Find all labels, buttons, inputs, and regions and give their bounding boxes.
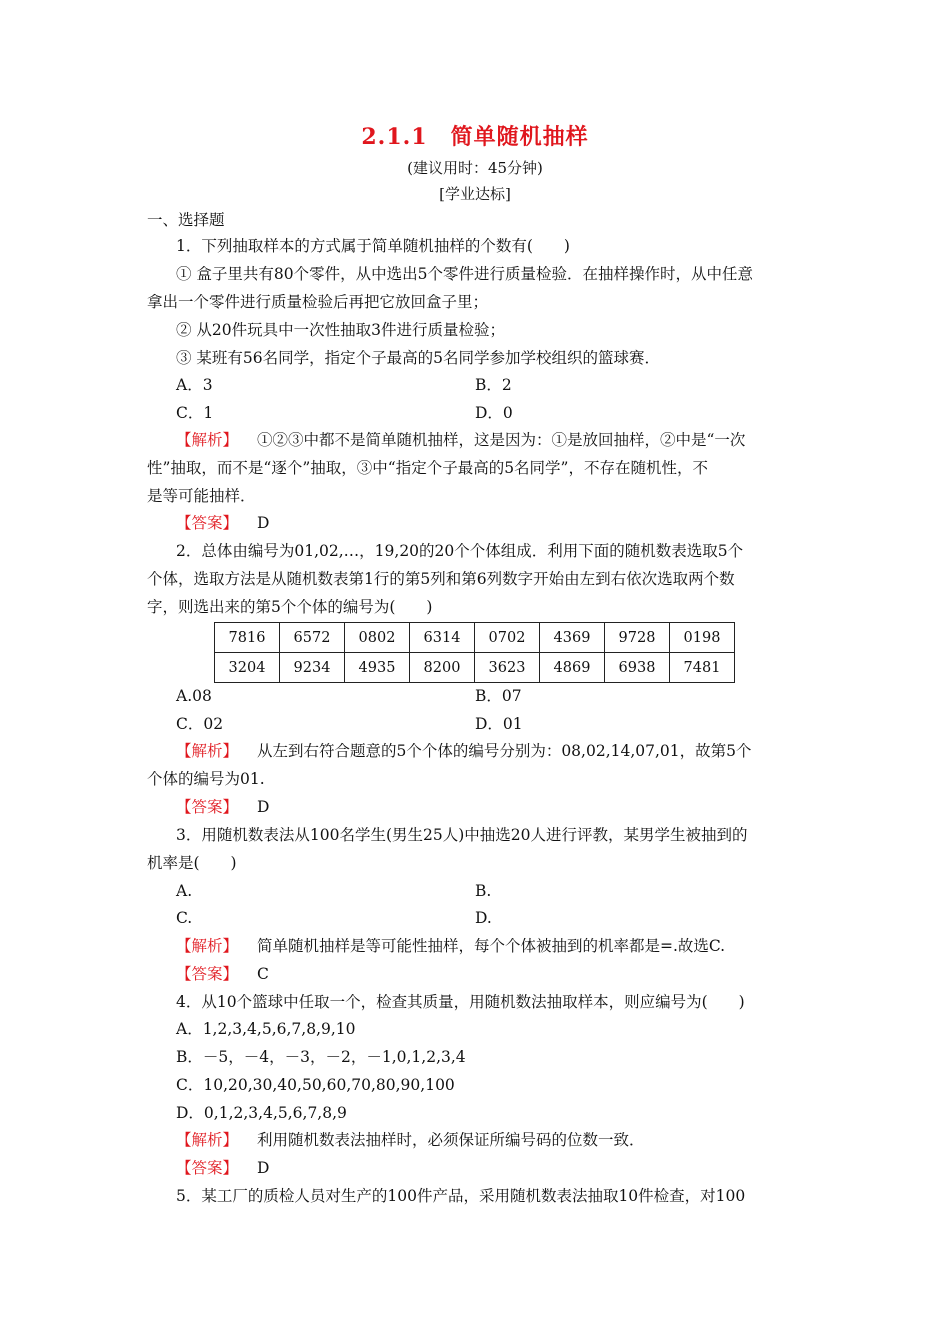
page-title: 2.1.1 简单随机抽样 [361, 124, 589, 150]
q3-analysis-line1 [176, 936, 836, 956]
q2-stem-line3: 字，则选出来的第5个个体的编号为( ) [147, 598, 433, 616]
table-cell: 6572 [280, 623, 345, 653]
q2-answer-line [176, 797, 836, 817]
analysis-tag: 【解析】 [176, 742, 239, 760]
q1-option-b: B．2 [475, 376, 512, 394]
q4-analysis-text1: 利用随机数表法抽样时，必须保证所编号码的位数一致． [256, 1131, 645, 1149]
table-cell: 9234 [280, 653, 345, 683]
q2-stem-line1: 2．总体由编号为01,02,…，19,20的20个个体组成．利用下面的随机数表选取5个 [176, 542, 744, 560]
q5-stem-line1: 5．某工厂的质检人员对生产的100件产品，采用随机数表法抽取10件检查，对100 [176, 1187, 746, 1205]
table-cell: 0802 [345, 623, 410, 653]
time-note: (建议用时：45分钟) [407, 159, 543, 177]
q4-option-a: A．1,2,3,4,5,6,7,8,9,10 [176, 1020, 356, 1038]
q3-option-c: C. [176, 909, 193, 927]
q2-option-b: B．07 [475, 687, 522, 705]
q1-stem: 1．下列抽取样本的方式属于简单随机抽样的个数有( ) [176, 237, 570, 255]
q4-option-d: D．0,1,2,3,4,5,6,7,8,9 [176, 1104, 347, 1122]
answer-tag: 【答案】 [176, 798, 239, 816]
random-number-table [214, 622, 735, 683]
q2-answer: D [256, 798, 270, 816]
q4-option-b: B．－5，－4，－3，－2，－1,0,1,2,3,4 [176, 1048, 466, 1066]
q4-analysis-line1 [176, 1130, 836, 1150]
answer-tag: 【答案】 [176, 1159, 239, 1177]
answer-tag: 【答案】 [176, 514, 239, 532]
q2-option-d: D．01 [475, 715, 523, 733]
q1-analysis-text1: ①②③中都不是简单随机抽样，这是因为：①是放回抽样，②中是“一次 [256, 431, 746, 449]
q4-stem: 4．从10个篮球中任取一个，检查其质量，用随机数法抽取样本，则应编号为( ) [176, 993, 745, 1011]
table-cell: 6314 [410, 623, 475, 653]
table-row [215, 623, 735, 653]
table-cell: 4369 [540, 623, 605, 653]
q3-analysis-text1: 简单随机抽样是等可能性抽样，每个个体被抽到的机率都是=.故选C. [256, 937, 726, 955]
table-cell: 0198 [670, 623, 735, 653]
q4-option-c: C．10,20,30,40,50,60,70,80,90,100 [176, 1076, 455, 1094]
analysis-tag: 【解析】 [176, 937, 239, 955]
q3-stem-line2: 机率是( ) [147, 854, 237, 872]
table-row [215, 653, 735, 683]
q1-item2: ② 从20件玩具中一次性抽取3件进行质量检验； [176, 321, 506, 339]
q3-answer: C [256, 965, 269, 983]
q4-answer-line [176, 1158, 836, 1178]
table-cell: 4869 [540, 653, 605, 683]
q3-stem-line1: 3．用随机数表法从100名学生(男生25人)中抽选20人进行评教，某男学生被抽到的 [176, 826, 748, 844]
q2-analysis-line2: 个体的编号为01. [147, 770, 265, 788]
table-cell: 3623 [475, 653, 540, 683]
table-cell: 4935 [345, 653, 410, 683]
table-cell: 9728 [605, 623, 670, 653]
q1-option-a: A．3 [176, 376, 213, 394]
table-cell: 0702 [475, 623, 540, 653]
q1-analysis-line1 [176, 430, 836, 450]
q3-option-a: A. [176, 882, 193, 900]
section-tag: [学业达标] [439, 185, 511, 203]
part-heading: 一、选择题 [147, 211, 225, 229]
q3-option-b: B. [475, 882, 492, 900]
analysis-tag: 【解析】 [176, 1131, 239, 1149]
q2-analysis-text1: 从左到右符合题意的5个个体的编号分别为：08,02,14,07,01，故第5个 [256, 742, 752, 760]
answer-tag: 【答案】 [176, 965, 239, 983]
q1-answer: D [256, 514, 270, 532]
q2-option-c: C．02 [176, 715, 224, 733]
q1-option-c: C．1 [176, 404, 214, 422]
q3-answer-line [176, 964, 836, 984]
q1-item1-line2: 拿出一个零件进行质量检验后再把它放回盒子里； [147, 293, 489, 311]
analysis-tag: 【解析】 [176, 431, 239, 449]
table-cell: 8200 [410, 653, 475, 683]
table-cell: 6938 [605, 653, 670, 683]
q4-answer: D [256, 1159, 270, 1177]
q1-option-d: D．0 [475, 404, 513, 422]
table-cell: 3204 [215, 653, 280, 683]
q2-stem-line2: 个体，选取方法是从随机数表第1行的第5列和第6列数字开始由左到右依次选取两个数 [147, 570, 735, 588]
q2-option-a: A.08 [176, 687, 212, 705]
q2-analysis-line1 [176, 741, 836, 761]
q1-item3: ③ 某班有56名同学，指定个子最高的5名同学参加学校组织的篮球赛． [176, 349, 661, 367]
q1-item1-line1: ① 盒子里共有80个零件，从中选出5个零件进行质量检验．在抽样操作时，从中任意 [176, 265, 754, 283]
q3-option-d: D. [475, 909, 492, 927]
q1-analysis-line2: 性”抽取，而不是“逐个”抽取，③中“指定个子最高的5名同学”，不存在随机性，不 [147, 459, 708, 477]
table-cell: 7481 [670, 653, 735, 683]
q1-analysis-line3: 是等可能抽样． [147, 487, 256, 505]
q1-answer-line [176, 513, 836, 533]
table-cell: 7816 [215, 623, 280, 653]
